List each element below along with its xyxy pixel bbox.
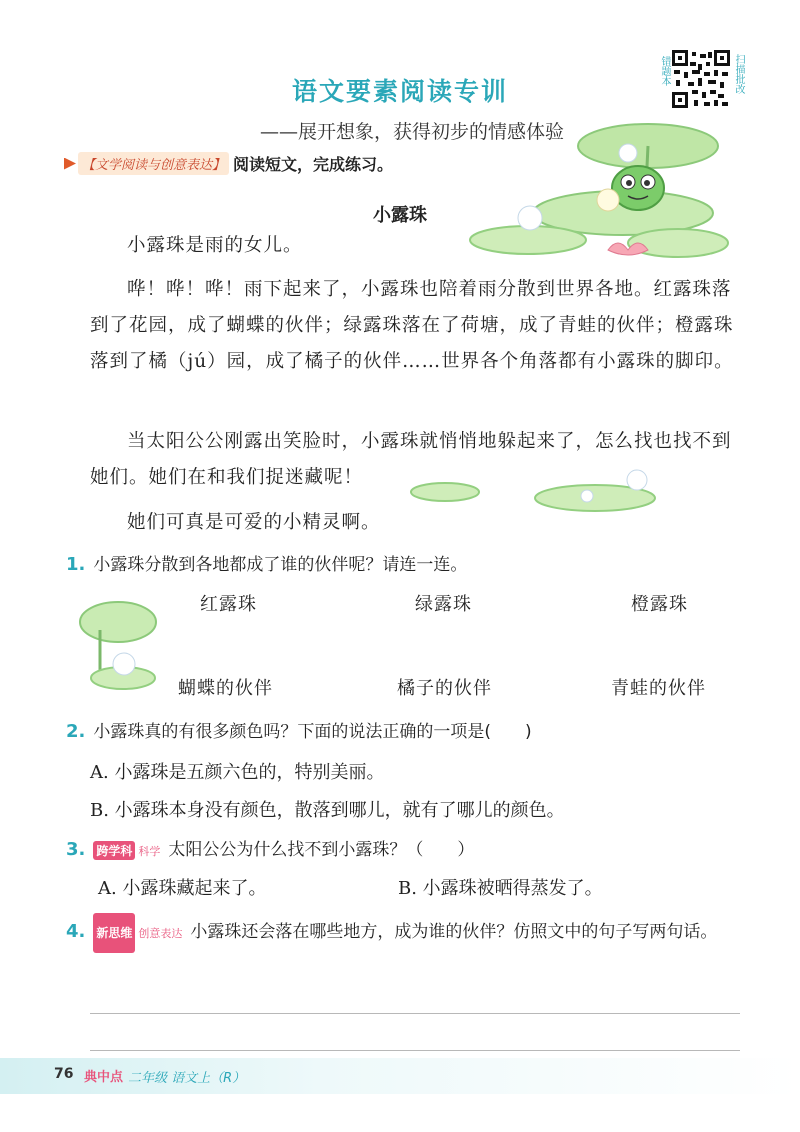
question-4-text: 小露珠还会落在哪些地方，成为谁的伙伴？仿照文中的句子写两句话。 bbox=[190, 922, 718, 942]
qr-left-label: 错题本 bbox=[659, 56, 670, 86]
question-4-number: 4. bbox=[66, 921, 86, 942]
qr-right-label: 扫描批改 bbox=[733, 54, 744, 94]
question-2-option-b[interactable]: B. 小露珠本身没有颜色，散落到哪儿，就有了哪儿的颜色。 bbox=[90, 800, 565, 821]
story-paragraph-3: 当太阳公公刚露出笑脸时，小露珠就悄悄地躲起来了，怎么找也找不到她们。她们在和我们捉迷藏呢！ bbox=[90, 431, 732, 488]
question-4 bbox=[66, 913, 746, 953]
match-top-green[interactable]: 绿露珠 bbox=[415, 594, 472, 615]
question-1-text: 小露珠分散到各地都成了谁的伙伴呢？请连一连。 bbox=[93, 555, 468, 575]
question-2 bbox=[66, 717, 532, 742]
question-3-text[interactable]: 太阳公公为什么找不到小露珠？（ ） bbox=[168, 840, 475, 860]
match-top-red[interactable]: 红露珠 bbox=[200, 594, 257, 615]
question-4-subject: 创意表达 bbox=[138, 927, 183, 940]
question-3-option-a[interactable]: A. 小露珠藏起来了。 bbox=[98, 878, 267, 899]
page-subtitle: ——展开想象，获得初步的情感体验 bbox=[260, 121, 565, 143]
question-3 bbox=[66, 835, 474, 860]
match-bottom-frog[interactable]: 青蛙的伙伴 bbox=[611, 678, 706, 699]
section-instruction: 阅读短文，完成练习。 bbox=[233, 155, 394, 174]
question-3-number: 3. bbox=[66, 839, 86, 860]
answer-line-1[interactable] bbox=[90, 1013, 740, 1014]
page-number: 76 bbox=[54, 1066, 74, 1082]
question-1-number: 1. bbox=[66, 554, 86, 575]
story-paragraph-2: 哗！哗！哗！雨下起来了，小露珠也陪着雨分散到世界各地。红露珠落到了花园，成了蝴蝶的伙伴；绿露珠落在了荷塘，成了青蛙的伙伴；橙露珠落到了橘（jú）园，成了橘子的伙伴……世界各个角落都有小露珠的脚印。 bbox=[90, 279, 734, 372]
story-title: 小露珠 bbox=[373, 205, 427, 226]
play-arrow-icon bbox=[64, 158, 76, 170]
match-bottom-orange[interactable]: 橘子的伙伴 bbox=[397, 678, 492, 699]
question-3-option-b[interactable]: B. 小露珠被晒得蒸发了。 bbox=[398, 878, 603, 899]
question-2-number: 2. bbox=[66, 721, 86, 742]
story-paragraph-4: 她们可真是可爱的小精灵啊。 bbox=[127, 512, 381, 533]
question-3-tag: 跨学科 bbox=[93, 841, 135, 860]
page-title: 语文要素阅读专训 bbox=[291, 77, 508, 106]
brand-logo: 典中点 bbox=[84, 1070, 124, 1085]
match-bottom-butterfly[interactable]: 蝴蝶的伙伴 bbox=[178, 678, 273, 699]
qr-code-icon[interactable] bbox=[672, 50, 730, 108]
story-paragraph-1: 小露珠是雨的女儿。 bbox=[127, 235, 303, 256]
leaf-droplet-illustration bbox=[78, 600, 158, 695]
question-4-tag: 新思维 bbox=[93, 913, 135, 953]
lily-pads-illustration bbox=[405, 468, 685, 518]
answer-line-2[interactable] bbox=[90, 1050, 740, 1051]
question-2-text[interactable]: 小露珠真的有很多颜色吗？下面的说法正确的一项是( ) bbox=[93, 722, 532, 742]
question-3-subject: 科学 bbox=[138, 845, 161, 858]
section-header bbox=[64, 152, 393, 175]
grade-label: 二年级 语文上（R） bbox=[128, 1071, 246, 1086]
question-2-option-a[interactable]: A. 小露珠是五颜六色的，特别美丽。 bbox=[90, 762, 385, 783]
section-tag: 【文学阅读与创意表达】 bbox=[78, 152, 229, 175]
match-top-orange[interactable]: 橙露珠 bbox=[631, 594, 688, 615]
question-1 bbox=[66, 550, 467, 575]
